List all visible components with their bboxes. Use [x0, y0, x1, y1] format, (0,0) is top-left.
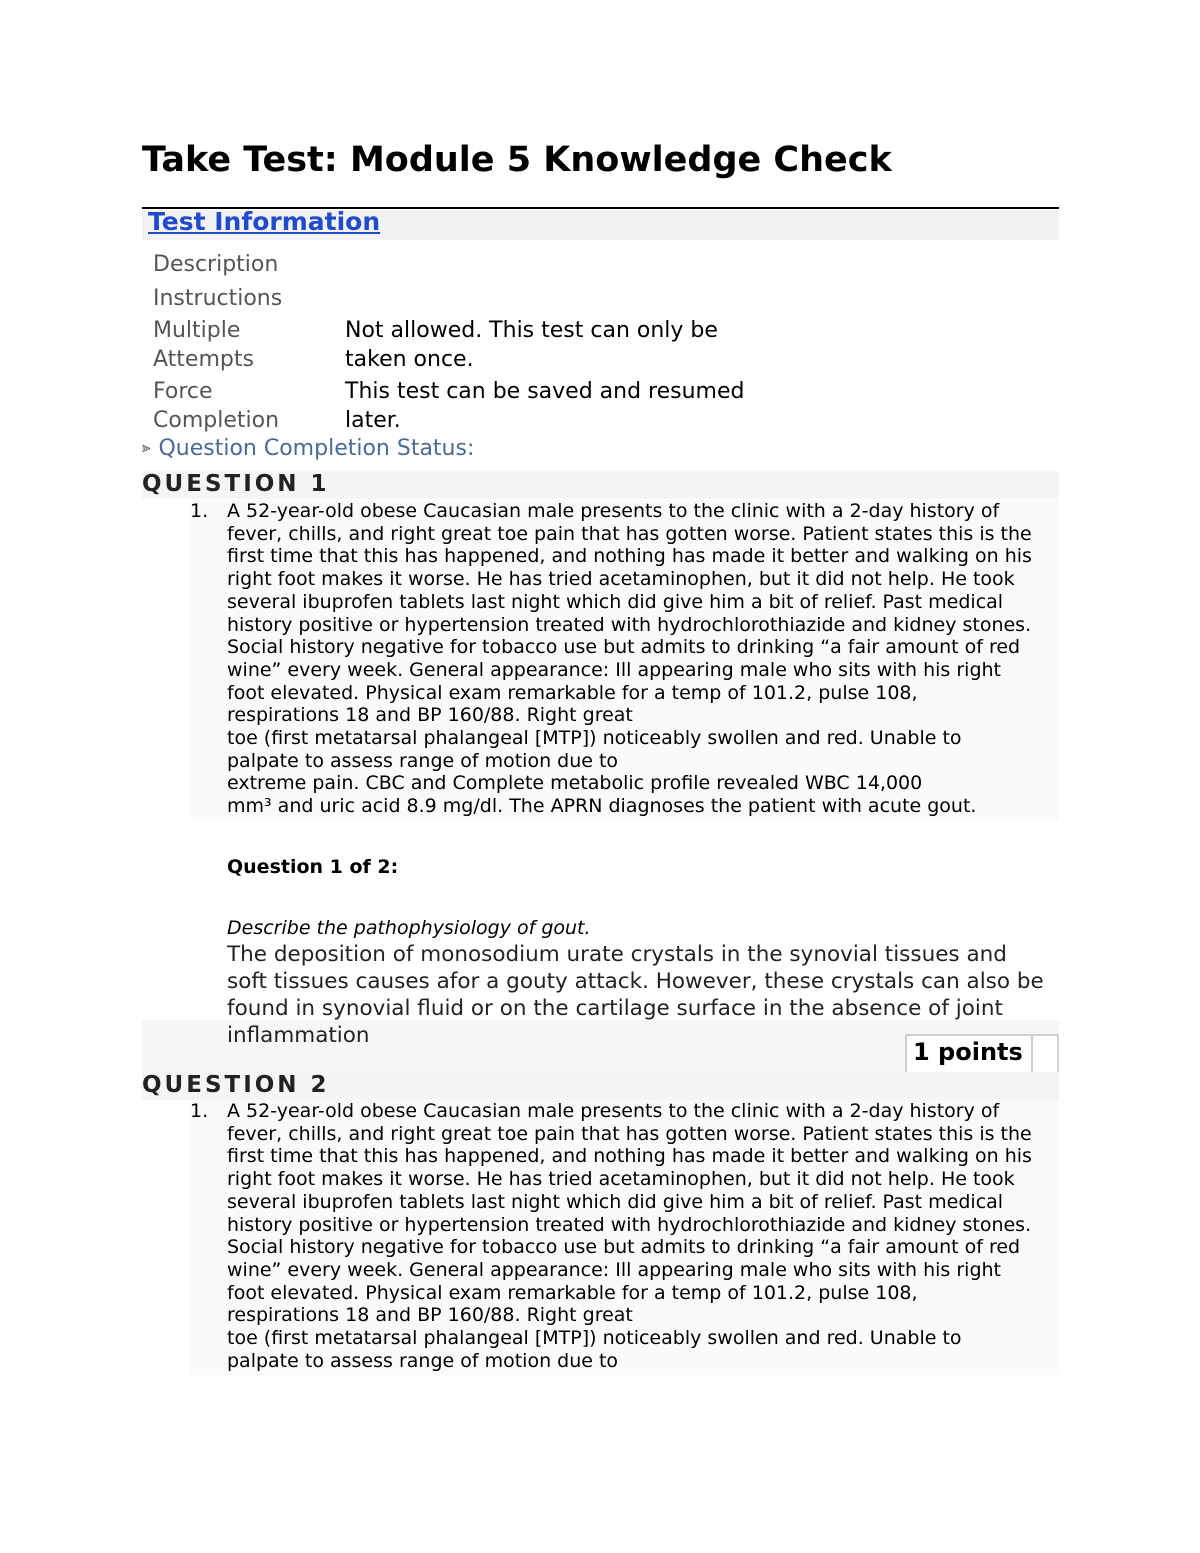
question-1-header	[142, 471, 1059, 499]
text-line: history positive or hypertension treated with hydrochlorothiazide and kidney stones.	[227, 613, 1032, 636]
text-line: right foot makes it worse. He has tried acetaminophen, but it did not help. He took	[227, 1168, 1015, 1191]
question-1-number: 1.	[190, 500, 209, 522]
question-1-subtitle: Question 1 of 2:	[227, 856, 399, 878]
page-title: Take Test: Module 5 Knowledge Check	[142, 140, 892, 180]
text-line: wine” every week. General appearance: Ill appearing male who sits with his right	[227, 658, 1001, 681]
question-1-prompt: Describe the pathophysiology of gout.	[227, 917, 591, 939]
question-1-text	[227, 500, 1059, 818]
test-information-link[interactable]: Test Information	[148, 207, 381, 236]
text-line: first time that this has happened, and nothing has made it better and walking on his	[227, 1145, 1032, 1168]
question-1-title: QUESTION 1	[142, 471, 330, 497]
info-label: Description	[153, 252, 279, 277]
question-2-number: 1.	[190, 1100, 209, 1122]
text-line: foot elevated. Physical exam remarkable for a temp of 101.2, pulse 108,	[227, 681, 918, 704]
text-line: foot elevated. Physical exam remarkable for a temp of 101.2, pulse 108,	[227, 1281, 918, 1304]
text-line: Social history negative for tobacco use but admits to drinking “a fair amount of red	[227, 1236, 1021, 1259]
text-line: wine” every week. General appearance: Ill appearing male who sits with his right	[227, 1258, 1001, 1281]
info-label: Multiple Attempts	[153, 318, 254, 372]
text-line: first time that this has happened, and nothing has made it better and walking on his	[227, 545, 1032, 568]
question-1-body	[190, 500, 1059, 820]
text-line: A 52-year-old obese Caucasian male presents to the clinic with a 2-day history of	[227, 1100, 1000, 1122]
text-line: A 52-year-old obese Caucasian male presents to the clinic with a 2-day history of	[227, 500, 1000, 522]
text-line: several ibuprofen tablets last night which did give him a bit of relief. Past medical	[227, 1190, 1004, 1213]
text-line: history positive or hypertension treated with hydrochlorothiazide and kidney stones.	[227, 1213, 1032, 1236]
question-2-text	[227, 1100, 1059, 1372]
question-2-header	[142, 1072, 1059, 1100]
text-line: fever, chills, and right great toe pain that has gotten worse. Patient states this is the	[227, 522, 1032, 545]
double-chevron-down-icon: ⫸	[142, 438, 151, 456]
question-2-title: QUESTION 2	[142, 1072, 330, 1098]
text-line: fever, chills, and right great toe pain that has gotten worse. Patient states this is the	[227, 1122, 1032, 1145]
info-value: This test can be saved and resumed later.	[345, 379, 745, 433]
points-cell	[1031, 1036, 1057, 1072]
info-label: Force Completion	[153, 379, 280, 433]
text-line: right foot makes it worse. He has tried acetaminophen, but it did not help. He took	[227, 568, 1015, 591]
points-box	[905, 1034, 1059, 1074]
text-line: respirations 18 and BP 160/88. Right great	[227, 1304, 633, 1327]
text-line: toe (first metatarsal phalangeal [MTP]) noticeably swollen and red. Unable to	[227, 727, 962, 750]
text-line: extreme pain. CBC and Complete metabolic profile revealed WBC 14,000	[227, 772, 923, 795]
status-label: Question Completion Status:	[158, 436, 475, 461]
test-info-header	[142, 207, 1059, 240]
question-1-answer[interactable]: The deposition of monosodium urate crystals in the synovial tissues and soft tissues causes afor a gouty attack. However, these crystals can also be found in synovial fluid or on the cartilage surface in the absence of joint inflammation	[227, 942, 1044, 1048]
points-label: 1 points	[913, 1038, 1023, 1066]
info-label: Instructions	[153, 286, 283, 311]
text-line: toe (first metatarsal phalangeal [MTP]) noticeably swollen and red. Unable to	[227, 1327, 962, 1350]
text-line: Social history negative for tobacco use but admits to drinking “a fair amount of red	[227, 636, 1021, 659]
question-2-body	[190, 1100, 1059, 1375]
text-line: several ibuprofen tablets last night which did give him a bit of relief. Past medical	[227, 590, 1004, 613]
question-completion-status-toggle[interactable]	[142, 436, 474, 461]
text-line: palpate to assess range of motion due to	[227, 749, 619, 772]
text-line: mm³ and uric acid 8.9 mg/dl. The APRN diagnoses the patient with acute gout.	[227, 795, 977, 818]
info-value: Not allowed. This test can only be taken once.	[345, 318, 718, 372]
text-line: respirations 18 and BP 160/88. Right great	[227, 704, 633, 727]
text-line: palpate to assess range of motion due to	[227, 1349, 619, 1372]
